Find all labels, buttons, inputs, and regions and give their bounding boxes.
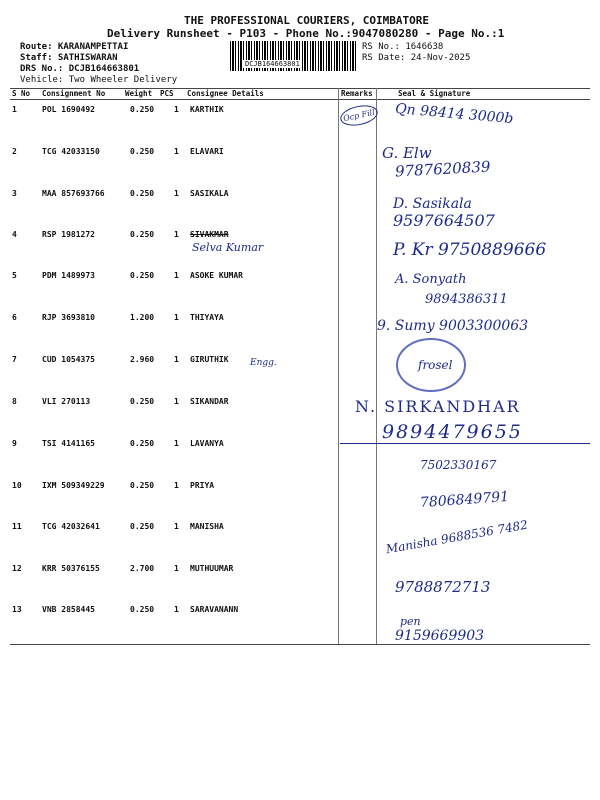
row-sno: 11 <box>12 522 22 531</box>
row-consignee: MANISHA <box>190 522 224 531</box>
signature-underline <box>340 443 590 444</box>
row-pcs: 1 <box>174 605 179 614</box>
row-pcs: 1 <box>174 105 179 114</box>
row-consignee: KARTHIK <box>190 105 224 114</box>
signature-row-4: P. Kr 9750889666 <box>393 240 547 260</box>
row-weight: 0.250 <box>130 271 155 280</box>
row-pcs: 1 <box>174 355 179 364</box>
signature-row-9: 7502330167 <box>420 458 497 472</box>
col-pcs: PCS <box>160 89 174 98</box>
row-pcs: 1 <box>174 522 179 531</box>
table-bottom-border <box>10 644 590 645</box>
row-sno: 4 <box>12 230 17 239</box>
signature-row-10: 7806849791 <box>419 488 510 512</box>
signature-row-2-phone: 9787620839 <box>394 157 491 181</box>
row-weight: 0.250 <box>130 522 155 531</box>
row-consignee: GIRUTHIK <box>190 355 229 364</box>
col-remarks: Remarks <box>341 89 373 98</box>
signature-row-5-phone: 9894386311 <box>425 292 508 307</box>
row-consignment: MAA 857693766 <box>42 189 105 198</box>
row-consignment: RJP 3693810 <box>42 313 95 322</box>
signature-row-3-phone: 9597664507 <box>393 211 495 230</box>
row-pcs: 1 <box>174 439 179 448</box>
row-consignment: TCG 42032641 <box>42 522 100 531</box>
row-consignee: SIVAKMAR <box>190 230 229 239</box>
row-consignment: PDM 1489973 <box>42 271 95 280</box>
runsheet-subtitle: Delivery Runsheet - P103 - Phone No.:9047080280 - Page No.:1 <box>107 27 505 40</box>
col-signature: Seal & Signature <box>398 89 471 98</box>
company-title: THE PROFESSIONAL COURIERS, COIMBATORE <box>184 14 430 27</box>
signature-row-9-phone: 9894479655 <box>382 421 523 443</box>
row-consignment: VLI 270113 <box>42 397 91 406</box>
staff-label: Staff: SATHISWARAN <box>20 53 118 63</box>
header-bottom-border <box>10 99 590 100</box>
signature-row-11: Manisha 9688536 7482 <box>384 517 529 557</box>
column-divider-remarks-right <box>376 88 377 644</box>
row-consignment: CUD 1054375 <box>42 355 95 364</box>
signature-row-3-name: D. Sasikala <box>393 196 472 212</box>
row-pcs: 1 <box>174 313 179 322</box>
row-sno: 9 <box>12 439 17 448</box>
row-sno: 10 <box>12 481 22 490</box>
row-sno: 7 <box>12 355 17 364</box>
row-weight: 2.960 <box>130 355 155 364</box>
row-consignment: VNB 2858445 <box>42 605 95 614</box>
col-consignment: Consignment No <box>42 89 106 98</box>
row-pcs: 1 <box>174 397 179 406</box>
row-consignment: IXM 509349229 <box>42 481 105 490</box>
row-sno: 3 <box>12 189 17 198</box>
consignee-note-row-4: Selva Kumar <box>192 241 264 254</box>
drs-number: DRS No.: DCJB164663801 <box>20 64 140 74</box>
row-consignment: TSI 4141165 <box>42 439 95 448</box>
signature-row-6: 9. Sumy 9003300063 <box>377 318 529 334</box>
signature-row-7: frosel <box>418 358 453 372</box>
row-consignee: MUTHUUMAR <box>190 564 234 573</box>
row-pcs: 1 <box>174 147 179 156</box>
row-weight: 0.250 <box>130 105 155 114</box>
remarks-stamp: Ocp Fill <box>338 102 379 128</box>
row-weight: 2.700 <box>130 564 155 573</box>
row-sno: 2 <box>12 147 17 156</box>
column-divider-remarks-left <box>338 88 339 644</box>
row-pcs: 1 <box>174 564 179 573</box>
signature-row-5-name: A. Sonyath <box>395 272 467 287</box>
rs-date: RS Date: 24-Nov-2025 <box>362 53 471 63</box>
row-consignment: POL 1690492 <box>42 105 95 114</box>
signature-row-8: N. SIRKANDHAR <box>355 397 521 416</box>
route-label: Route: KARANAMPETTAI <box>20 42 129 52</box>
row-sno: 13 <box>12 605 22 614</box>
col-weight: Weight <box>125 89 153 98</box>
row-consignee: PRIYA <box>190 481 215 490</box>
row-consignment: TCG 42033150 <box>42 147 100 156</box>
row-weight: 0.250 <box>130 147 155 156</box>
barcode-text: DCJB164663801 <box>245 60 300 68</box>
row-consignee: SIKANDAR <box>190 397 229 406</box>
row-weight: 0.250 <box>130 230 155 239</box>
row-consignee: ASOKE KUMAR <box>190 271 243 280</box>
row-sno: 5 <box>12 271 17 280</box>
signature-row-13-phone: 9159669903 <box>395 628 485 644</box>
row-weight: 0.250 <box>130 481 155 490</box>
row-pcs: 1 <box>174 271 179 280</box>
row-pcs: 1 <box>174 230 179 239</box>
row-weight: 0.250 <box>130 605 155 614</box>
row-consignee: SASIKALA <box>190 189 229 198</box>
row-consignment: RSP 1981272 <box>42 230 95 239</box>
signature-row-2-name: G. Elw <box>382 144 432 162</box>
col-sno: S No <box>12 89 31 98</box>
signature-row-13-name: pen <box>400 615 421 628</box>
row-consignee: SARAVANANN <box>190 605 239 614</box>
signature-row-12: 9788872713 <box>395 578 491 596</box>
row-consignee: LAVANYA <box>190 439 224 448</box>
row-sno: 6 <box>12 313 17 322</box>
signature-row-1: Qn 98414 3000b <box>394 100 515 128</box>
row-weight: 0.250 <box>130 439 155 448</box>
row-pcs: 1 <box>174 189 179 198</box>
row-consignee: THIYAYA <box>190 313 224 322</box>
row-consignee: ELAVARI <box>190 147 224 156</box>
row-weight: 0.250 <box>130 397 155 406</box>
vehicle-label: Vehicle: Two Wheeler Delivery <box>20 75 178 85</box>
row-sno: 12 <box>12 564 22 573</box>
row-sno: 1 <box>12 105 17 114</box>
row-pcs: 1 <box>174 481 179 490</box>
row-weight: 1.200 <box>130 313 155 322</box>
col-consignee: Consignee Details <box>187 89 264 98</box>
consignee-note-row-7: Engg. <box>250 358 277 368</box>
row-sno: 8 <box>12 397 17 406</box>
row-weight: 0.250 <box>130 189 155 198</box>
rs-number: RS No.: 1646638 <box>362 42 444 52</box>
row-consignment: KRR 50376155 <box>42 564 100 573</box>
